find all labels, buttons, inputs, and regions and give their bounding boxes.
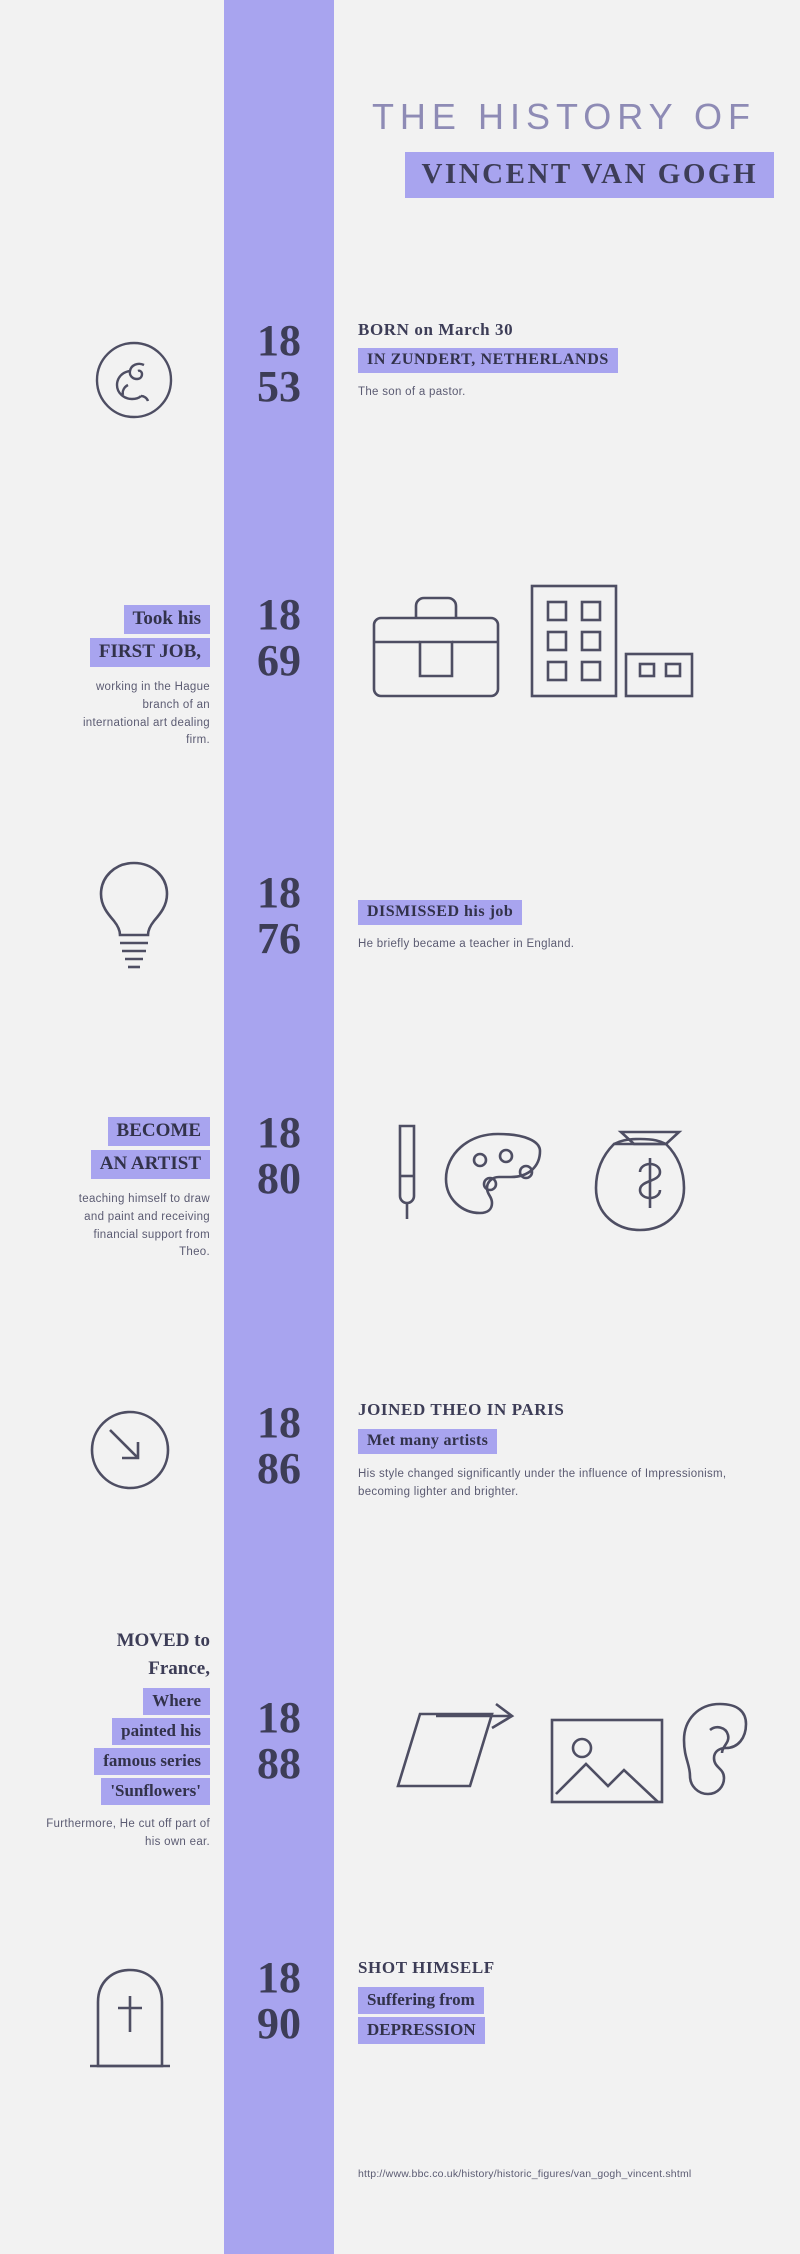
year-1890-top: 18 (257, 1953, 301, 2002)
briefcase-building-icon (370, 580, 700, 705)
year-1886 (224, 1400, 334, 1492)
year-1853-bottom: 53 (257, 362, 301, 412)
event-1890-heading: SHOT HIMSELF (358, 1958, 495, 1977)
paint-palette-money-icon (380, 1120, 700, 1250)
source-url[interactable]: http://www.bbc.co.uk/history/historic_figures/van_gogh_vincent.shtml (358, 2168, 692, 2180)
year-1853 (224, 318, 334, 410)
year-1876-bottom: 76 (257, 914, 301, 964)
year-1888-top: 18 (257, 1693, 301, 1742)
event-1853-content (358, 320, 778, 402)
event-1876-content (358, 900, 778, 954)
year-1853-top: 18 (257, 316, 301, 365)
event-1888-heading-line1: MOVED to (116, 1630, 210, 1651)
year-1869-bottom: 69 (257, 636, 301, 686)
event-1886-content (358, 1400, 778, 1502)
page-header (334, 96, 774, 198)
year-1880-top: 18 (257, 1108, 301, 1157)
year-1876 (224, 870, 334, 962)
event-1853-highlight: IN ZUNDERT, NETHERLANDS (358, 348, 618, 373)
event-1880-highlight-line1: BECOME (108, 1117, 210, 1146)
event-1880-body: teaching himself to draw and paint and receiving financial support from Theo. (78, 1193, 210, 1259)
year-1890 (224, 1955, 334, 2047)
year-1869 (224, 592, 334, 684)
event-1869-content (10, 605, 210, 750)
year-1876-top: 18 (257, 868, 301, 917)
event-1880-highlight-line2: AN ARTIST (91, 1150, 210, 1179)
event-1890-content (358, 1958, 778, 2044)
event-1869-highlight-line2: FIRST JOB, (90, 638, 210, 667)
gravestone-icon (80, 1962, 180, 2072)
event-1886-body: His style changed significantly under the influence of Impressionism, becoming lighter and brighter. (358, 1468, 727, 1498)
event-1888-highlight-line4: 'Sunflowers' (101, 1778, 210, 1805)
year-1886-bottom: 86 (257, 1444, 301, 1494)
event-1876-body: He briefly became a teacher in England. (358, 938, 575, 950)
event-1890-highlight-line1: Suffering from (358, 1987, 484, 2014)
page-title: VINCENT VAN GOGH (405, 152, 774, 198)
event-1888-highlight-line1: Where (143, 1688, 210, 1715)
picture-ear-icon (376, 1690, 756, 1810)
event-1886-highlight: Met many artists (358, 1429, 497, 1454)
year-1888-bottom: 88 (257, 1739, 301, 1789)
event-1888-heading-line2: France, (148, 1658, 210, 1679)
page-title-top: THE HISTORY OF (371, 96, 756, 137)
lightbulb-icon (86, 855, 182, 975)
year-1888 (224, 1695, 334, 1787)
year-1890-bottom: 90 (257, 1999, 301, 2049)
event-1890-highlight-line2: DEPRESSION (358, 2017, 485, 2044)
year-1880-bottom: 80 (257, 1154, 301, 1204)
event-1853-body: The son of a pastor. (358, 386, 466, 398)
fetus-icon (86, 332, 182, 428)
event-1886-heading: JOINED THEO IN PARIS (358, 1400, 565, 1419)
event-1869-body: working in the Hague branch of an international art dealing firm. (82, 681, 210, 747)
year-1886-top: 18 (257, 1398, 301, 1447)
year-1880 (224, 1110, 334, 1202)
event-1869-highlight-line1: Took his (124, 605, 211, 634)
event-1880-content (10, 1117, 210, 1262)
event-1853-heading: BORN on March 30 (358, 320, 514, 339)
event-1888-highlight-line2: painted his (112, 1718, 210, 1745)
event-1876-highlight: DISMISSED his job (358, 900, 522, 925)
page-title-main-wrap (334, 152, 774, 198)
event-1888-content (10, 1630, 210, 1852)
event-1888-highlight-line3: famous series (94, 1748, 210, 1775)
arrows-converge-icon (80, 1400, 180, 1500)
year-1869-top: 18 (257, 590, 301, 639)
event-1888-body: Furthermore, He cut off part of his own ear. (46, 1818, 210, 1848)
